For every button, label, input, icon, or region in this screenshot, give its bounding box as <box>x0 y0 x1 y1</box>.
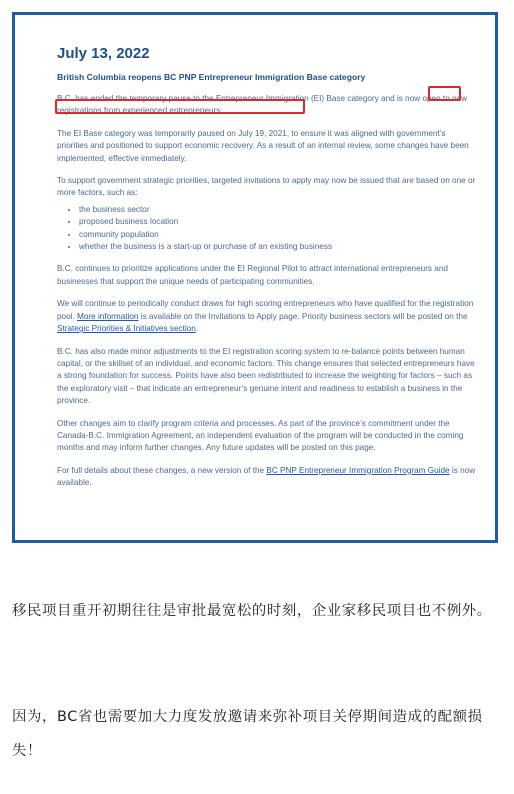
paragraph-pause-history: The EI Base category was temporarily paused on July 19, 2021, to ensure it was aligned with government’s priorities and positioned to support economic recovery. As a result of an internal review, some changes have been implemented, effective immediately. <box>57 128 469 163</box>
list-item: • proposed business location <box>79 216 477 228</box>
paragraph-draws-text: is available on the Invitations to Apply page. Priority business sectors will be posted on the <box>138 311 468 321</box>
list-item: • community population <box>79 229 477 241</box>
strategic-priorities-link[interactable]: Strategic Priorities & Initiatives section <box>57 324 196 334</box>
paragraph-guide-text: For full details about these changes, a new version of the <box>57 465 267 475</box>
commentary-line-2: 因为，BC省也需要加大力度发放邀请来弥补项目关停期间造成的配额损失！ <box>12 709 483 759</box>
paragraph-draws-text: We will continue to periodically conduct draws for high scoring entrepreneurs who have qualified for the registration pool. <box>57 299 474 321</box>
commentary-line-1: 移民项目重开初期往往是审批最宽松的时刻，企业家移民项目也不例外。 <box>12 603 492 619</box>
paragraph-program-guide <box>57 465 477 490</box>
paragraph-priorities: To support government strategic priorities, targeted invitations to apply may now be issued that are based on one or more factors, such as: <box>57 176 476 198</box>
factors-list <box>57 204 477 254</box>
announcement-headline: British Columbia reopens BC PNP Entrepreneur Immigration Base category <box>57 72 366 82</box>
highlight-box-open-registrations <box>55 99 305 114</box>
list-item: • the business sector <box>79 204 477 216</box>
paragraph-draws <box>57 298 477 335</box>
paragraph-reopen: B.C. has ended the temporary pause to the Entrepreneur Immigration (EI) Base category and is now open to new registrations from experienced entrepreneurs. <box>57 94 468 116</box>
program-guide-link[interactable]: BC PNP Entrepreneur Immigration Program Guide <box>266 465 450 475</box>
paragraph-regional-pilot: B.C. continues to prioritize applications under the EI Regional Pilot to attract international entrepreneurs and businesses that support the unique needs of participating communities. <box>57 264 448 286</box>
paragraph-scoring: B.C. has also made minor adjustments to the EI registration scoring system to re-balance points between human capital, or the skillset of an individual, and economic factors. This change ensures that selected entrepreneurs have a strong foundation for success. Points have also been redistributed to increase the weighting for factors – such as the exploratory visit – that indicate an entrepreneur’s genuine intent and readiness to establish a business in the province. <box>57 346 475 406</box>
paragraph-guide-text: is now available. <box>57 465 476 488</box>
paragraph-other-changes: Other changes aim to clarify program criteria and processes. As part of the province’s commitment under the Canada-B.C. Immigration Agreement, an independent evaluation of the program will be conducted in the coming months and may inform further changes. Any future updates will be posted on this page. <box>57 418 464 453</box>
announcement-frame <box>12 12 498 543</box>
announcement-date: July 13, 2022 <box>57 45 150 62</box>
list-item: • whether the business is a start-up or purchase of an existing business <box>79 241 477 253</box>
paragraph-draws-text: . <box>195 324 199 334</box>
highlight-box-is-now <box>428 86 461 101</box>
more-information-link[interactable]: More information <box>77 311 139 321</box>
